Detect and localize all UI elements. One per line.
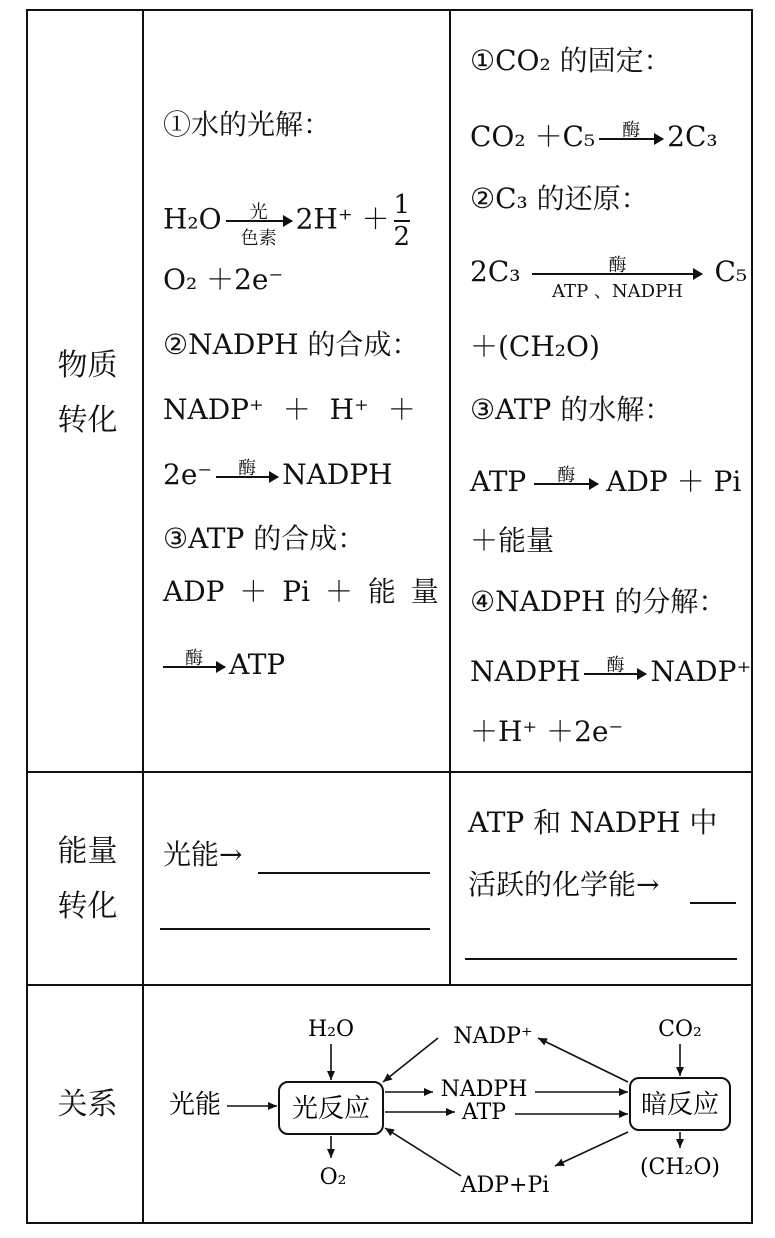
dark-item4-equation (470, 655, 751, 689)
row-label-energy (40, 824, 135, 934)
light-reaction-label: 光反应 (291, 1094, 371, 1124)
row-label-energy-line1: 能量 (57, 834, 118, 869)
energy-light-text: 光能→ (163, 838, 243, 871)
light-energy-label: 光能 (168, 1090, 222, 1120)
energy-light-blank-2 (160, 928, 430, 930)
dark-item1-equation (470, 120, 718, 154)
frac-denominator: 2 (393, 222, 411, 252)
dark-item3-rhs: ADP ＋ Pi (606, 465, 742, 498)
light-item3-title: ③ATP 的合成： (163, 522, 366, 555)
light-item3-equation (163, 648, 285, 682)
dark-reaction-label: 暗反应 (640, 1090, 720, 1120)
energy-dark-blank-1 (690, 902, 736, 904)
dark-item3-arrow-top: 酶 (557, 464, 576, 486)
light-item1-lhs: H₂O (163, 202, 222, 236)
frac-numerator: 1 (393, 190, 411, 220)
light-item2-arrow-top: 酶 (238, 457, 257, 479)
row-label-material (40, 338, 135, 448)
adp-to-light-arrow (385, 1128, 461, 1176)
light-item2-lhs2: 2e⁻ (163, 458, 213, 491)
light-item1-arrow-bottom: 色素 (240, 228, 277, 249)
dark-item1-arrow-top: 酶 (622, 119, 641, 141)
nadp-to-light-arrow (383, 1038, 438, 1082)
adp-return-arrow (555, 1132, 628, 1166)
dark-item4-arrow (584, 654, 646, 676)
dark-item3-rhs2: ＋能量 (470, 524, 555, 557)
dark-item4-rhs2: ＋H⁺ ＋2e⁻ (470, 715, 624, 748)
row-label-energy-line2: 转化 (57, 889, 118, 924)
nadph-label: NADPH (440, 1077, 528, 1102)
energy-light-blank-1 (258, 872, 430, 874)
dark-item2-arrow-bottom: ATP 、NADPH (552, 280, 683, 302)
dark-item1-arrow (599, 119, 663, 141)
dark-item2-arrow-top: 酶 (608, 254, 627, 276)
dark-item2-title: ②C₃ 的还原： (470, 182, 649, 215)
adp-pi-label: ADP+Pi (460, 1173, 550, 1198)
light-item2-rhs: NADPH (282, 458, 393, 491)
dark-item3-lhs: ATP (470, 465, 527, 498)
light-item2-lhs: NADP⁺ ＋ H⁺ ＋ (163, 393, 416, 426)
light-item3-arrow-top: 酶 (185, 647, 203, 669)
o2-label: O₂ (319, 1165, 347, 1190)
dark-item3-equation (470, 465, 741, 499)
dark-item4-title: ④NADPH 的分解： (470, 585, 727, 618)
light-item1-arrow-top: 光 (249, 202, 268, 223)
energy-dark-blank-2 (465, 958, 737, 960)
light-item2-equation (163, 458, 393, 492)
light-item3-rhs: ATP (229, 648, 286, 681)
dark-item3-arrow (534, 464, 598, 486)
dark-item4-arrow-top: 酶 (606, 654, 625, 676)
light-item1-title: ①水的光解： (163, 108, 332, 141)
relation-diagram (143, 986, 752, 1222)
row-label-material-line2: 转化 (57, 403, 118, 438)
row-label-material-line1: 物质 (57, 348, 118, 383)
dark-item2-rhs2: ＋(CH₂O) (470, 330, 600, 363)
light-item1-fraction (394, 190, 411, 252)
ch2o-label: (CH₂O) (639, 1155, 721, 1180)
light-item1-equation (163, 190, 414, 252)
row-label-relation: 关系 (57, 1087, 118, 1122)
dark-item1-title: ①CO₂ 的固定： (470, 44, 672, 77)
energy-dark-line2: 活跃的化学能→ (468, 868, 660, 901)
light-item1-rhs-a: 2H⁺ ＋ (295, 202, 390, 236)
light-item2-title: ②NADPH 的合成： (163, 328, 420, 361)
dark-item2-rhs: C₅ (714, 255, 748, 288)
light-item1-arrow (226, 202, 292, 249)
dark-item4-lhs: NADPH (470, 655, 581, 688)
dark-item2-equation (470, 254, 748, 302)
energy-dark-line1: ATP 和 NADPH 中 (468, 806, 718, 839)
dark-item3-title: ③ATP 的水解： (470, 393, 673, 426)
nadp-plus-label: NADP⁺ (453, 1024, 533, 1049)
dark-item4-rhs: NADP⁺ (650, 655, 752, 688)
light-item1-rhs-b: O₂ ＋2e⁻ (163, 263, 284, 296)
dark-item1-lhs: CO₂ ＋C₅ (470, 120, 596, 153)
dark-item2-arrow (532, 254, 702, 302)
light-item2-arrow (216, 457, 278, 479)
nadp-return-arrow (538, 1038, 628, 1082)
dark-item2-lhs: 2C₃ (470, 255, 521, 288)
h2o-label: H₂O (307, 1017, 355, 1042)
dark-item1-rhs: 2C₃ (667, 120, 718, 153)
atp-label: ATP (461, 1100, 507, 1125)
light-item3-arrow (163, 647, 225, 669)
co2-label: CO₂ (658, 1017, 702, 1042)
light-item3-lhs: ADP ＋ Pi ＋ 能 量 (163, 575, 439, 608)
